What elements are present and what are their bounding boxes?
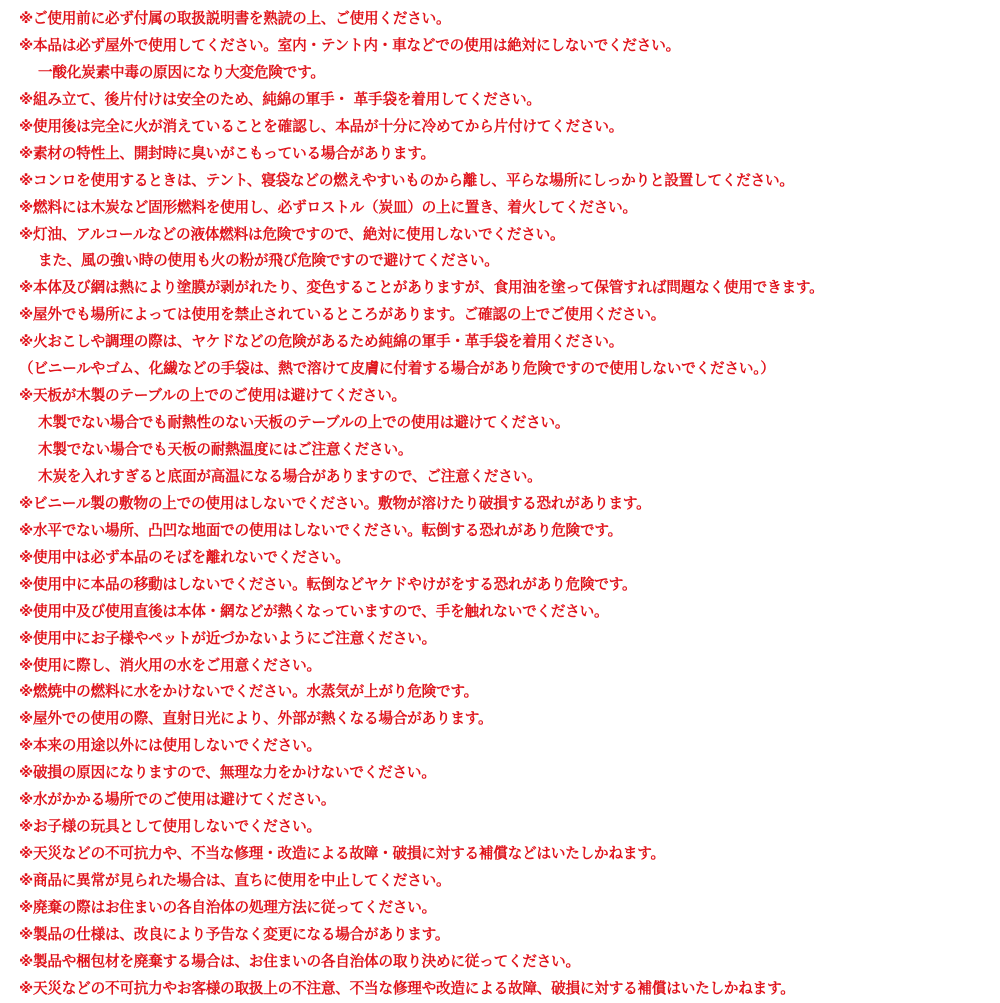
notice-line-parenthetical: （ビニールやゴム、化繊などの手袋は、熱で溶けて皮膚に付着する場合があり危険ですので使用しないでください。） <box>19 360 775 378</box>
notice-line: ※使用に際し、消火用の水をご用意ください。 <box>19 656 321 674</box>
notice-line: ※屋外での使用の際、直射日光により、外部が熱くなる場合があります。 <box>19 710 493 728</box>
notice-line: ※ビニール製の敷物の上での使用はしないでください。敷物が溶けたり破損する恐れがあります。 <box>19 494 651 512</box>
notice-line: ※灯油、アルコールなどの液体燃料は危険ですので、絶対に使用しないでください。 <box>19 225 565 243</box>
notice-line: ※ご使用前に必ず付属の取扱説明書を熟読の上、ご使用ください。 <box>19 10 451 27</box>
notice-line: ※商品に異常が見られた場合は、直ちに使用を中止してください。 <box>19 872 451 889</box>
notice-line: ※火おこしや調理の際は、ヤケドなどの危険があるため純綿の軍手・革手袋を着用ください。 <box>19 333 624 351</box>
notice-line: ※製品や梱包材を廃棄する場合は、お住まいの各自治体の取り決めに従ってください。 <box>19 952 580 970</box>
notice-line-continuation: 木製でない場合でも天板の耐熱温度にはご注意ください。 <box>38 441 413 458</box>
notice-line: ※組み立て、後片付けは安全のため、純綿の軍手・ 革手袋を着用してください。 <box>19 90 541 108</box>
notice-line: ※使用中に本品の移動はしないでください。転倒などヤケドやけがをする恐れがあり危険です。 <box>19 575 637 593</box>
notice-line: ※製品の仕様は、改良により予告なく変更になる場合があります。 <box>19 925 450 943</box>
notice-line-continuation: 木製でない場合でも耐熱性のない天板のテーブルの上での使用は避けてください。 <box>38 414 570 432</box>
notice-line: ※燃料には木炭など固形燃料を使用し、必ずロストル（炭皿）の上に置き、着火してください。 <box>19 198 637 216</box>
notice-line: ※廃棄の際はお住まいの各自治体の処理方法に従ってください。 <box>19 898 437 916</box>
notice-line: ※天災などの不可抗力や、不当な修理・改造による故障・破損に対する補償などはいたしかねます。 <box>19 845 665 863</box>
notice-line: ※天災などの不可抗力やお客様の取扱上の不注意、不当な修理や改造による故障、破損に対する補償はいたしかねます。 <box>19 979 795 997</box>
notice-line: ※お子様の玩具として使用しないでください。 <box>19 818 321 836</box>
notice-line: ※本品は必ず屋外で使用してください。室内・テント内・車などでの使用は絶対にしないでください。 <box>19 36 680 54</box>
notice-line-continuation: 木炭を入れすぎると底面が高温になる場合がありますので、ご注意ください。 <box>38 467 542 485</box>
notice-line: ※本来の用途以外には使用しないでください。 <box>19 737 321 755</box>
notice-line: ※使用中及び使用直後は本体・網などが熱くなっていますので、手を触れないでください。 <box>19 602 609 620</box>
caution-notice-list <box>19 6 994 1003</box>
notice-line: ※使用中は必ず本品のそばを離れないでください。 <box>19 548 350 566</box>
notice-line: ※破損の原因になりますので、無理な力をかけないでください。 <box>19 764 436 782</box>
notice-line-continuation: 一酸化炭素中毒の原因になり大変危険です。 <box>38 63 325 81</box>
notice-line: ※水がかかる場所でのご使用は避けてください。 <box>19 791 336 809</box>
notice-line: ※天板が木製のテーブルの上でのご使用は避けてください。 <box>19 387 406 405</box>
notice-line: ※屋外でも場所によっては使用を禁止されているところがあります。ご確認の上でご使用ください。 <box>19 306 666 324</box>
notice-line: ※素材の特性上、開封時に臭いがこもっている場合があります。 <box>19 144 435 162</box>
notice-line: ※使用中にお子様やペットが近づかないようにご注意ください。 <box>19 629 437 647</box>
notice-line: ※本体及び網は熱により塗膜が剥がれたり、変色することがありますが、食用油を塗って保管すれば問題なく使用できます。 <box>19 279 824 297</box>
notice-line: ※燃焼中の燃料に水をかけないでください。水蒸気が上がり危険です。 <box>19 683 479 701</box>
notice-line: ※水平でない場所、凸凹な地面での使用はしないでください。転倒する恐れがあり危険です。 <box>19 521 622 539</box>
notice-line: ※使用後は完全に火が消えていることを確認し、本品が十分に冷めてから片付けてください。 <box>19 117 624 135</box>
notice-line: ※コンロを使用するときは、テント、寝袋などの燃えやすいものから離し、平らな場所にしっかりと設置してください。 <box>19 171 794 189</box>
notice-line-continuation: また、風の強い時の使用も火の粉が飛び危険ですので避けてください。 <box>38 252 499 270</box>
